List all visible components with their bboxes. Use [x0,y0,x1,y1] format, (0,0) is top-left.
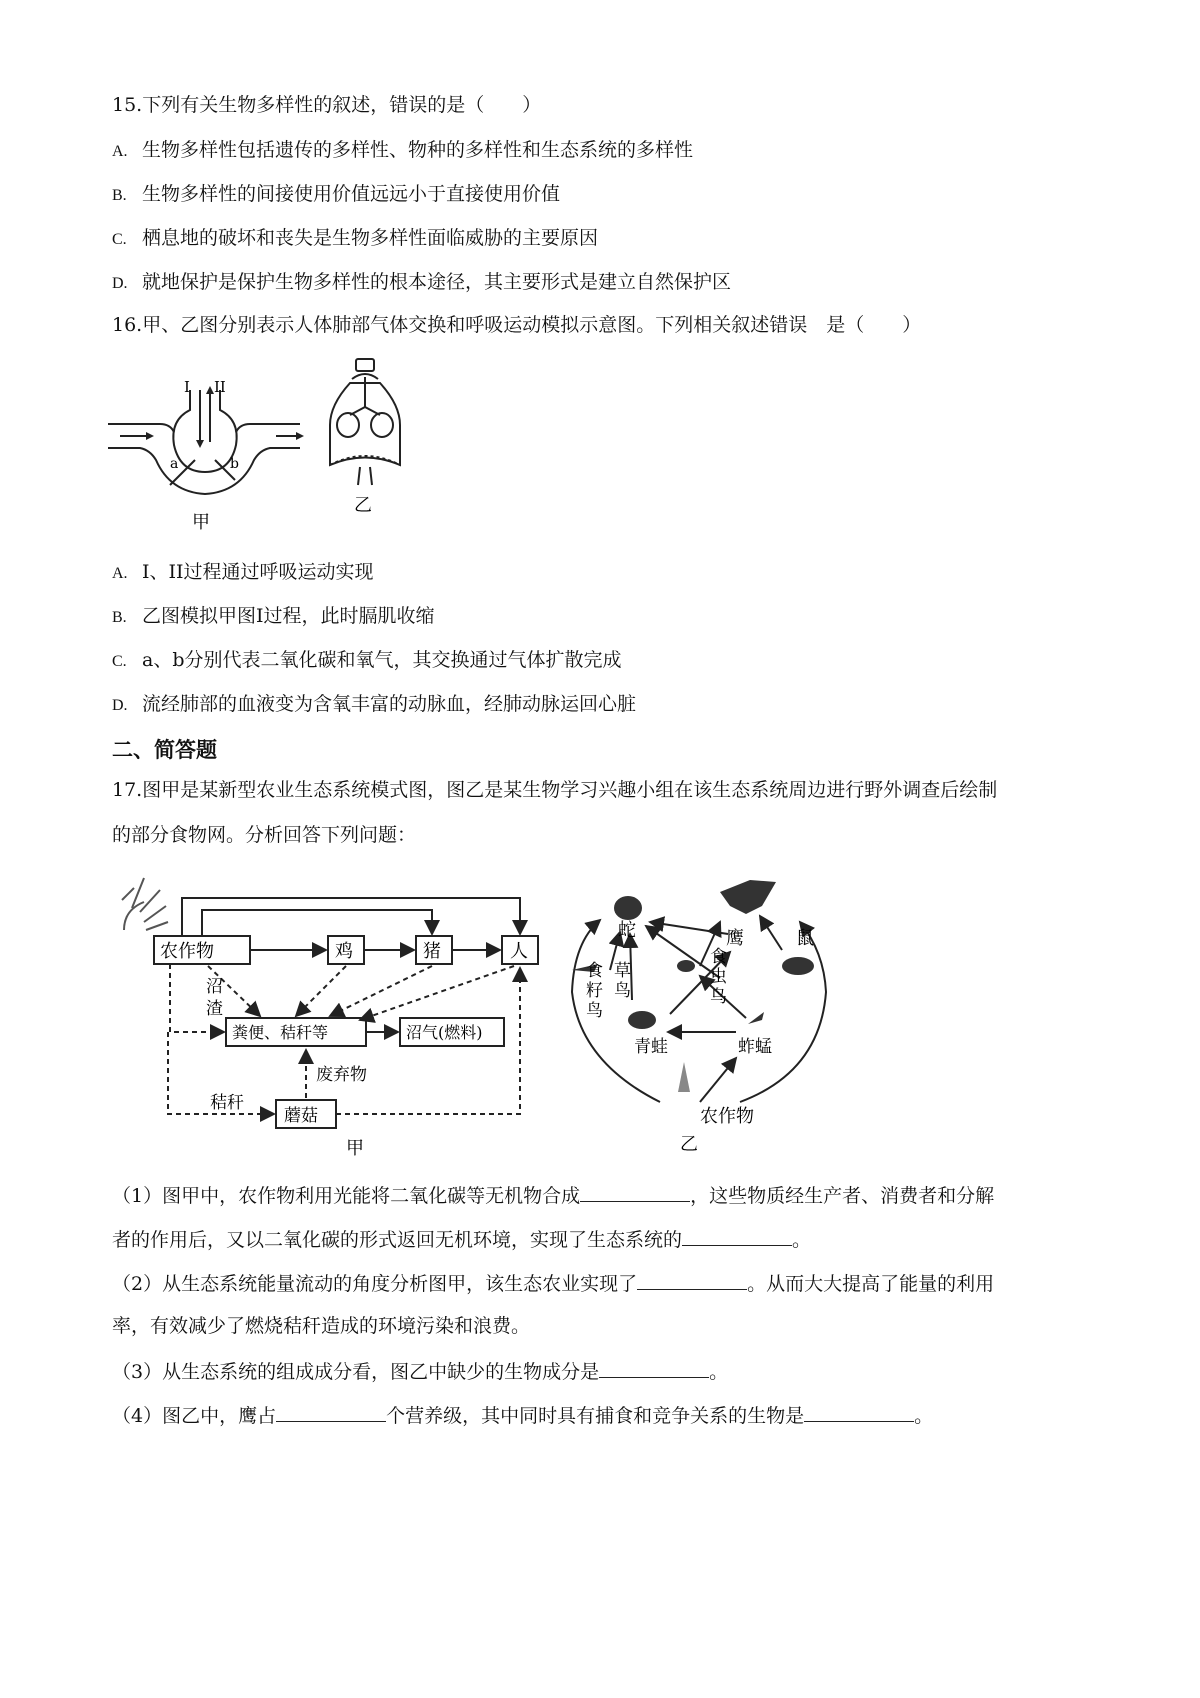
q17-stem-line2: 的部分食物网。分析回答下列问题： [112,824,417,846]
label-crops-yi: 农作物 [700,1106,754,1127]
label-b: b [230,456,239,472]
label-i: I [184,378,190,396]
option-text: 乙图模拟甲图I过程，此时膈肌收缩 [142,605,435,627]
label-grasshopper: 蚱蜢 [738,1037,772,1057]
label-hawk: 鹰 [726,928,744,949]
text-segment: 者的作用后，又以二氧化碳的形式返回无机环境，实现了生态系统的 [112,1229,683,1251]
label-crops: 农作物 [160,941,214,962]
label-human: 人 [510,941,528,962]
food-web-figure [550,862,870,1162]
option-text: 就地保护是保护生物多样性的根本途径，其主要形式是建立自然保护区 [142,271,732,293]
insect-bird-icon [677,960,695,972]
label-grass-bird-1: 草 [614,961,631,981]
label-pig: 猪 [423,941,441,962]
q15-option-c [112,225,598,253]
option-text: 生物多样性包括遗传的多样性、物种的多样性和生态系统的多样性 [142,139,694,161]
q17-sub1-line2 [112,1225,811,1253]
text-segment: （3）从生态系统的组成成分看，图乙中缺少的生物成分是 [112,1361,600,1383]
label-frog: 青蛙 [634,1037,668,1057]
label-chicken: 鸡 [335,941,353,962]
option-letter: A. [112,565,128,582]
q15-stem: 15.下列有关生物多样性的叙述，错误的是（ ） [112,94,542,116]
text-segment: 。 [792,1229,812,1251]
label-insect-bird-2: 虫 [710,967,727,987]
option-text: 生物多样性的间接使用价值远远小于直接使用价值 [142,183,561,205]
text-segment: 个营养级，其中同时具有捕食和竞争关系的生物是 [386,1405,805,1427]
option-letter: C. [112,653,127,670]
grasshopper-icon [748,1012,764,1024]
section-heading: 二、简答题 [112,738,217,762]
label-ii: II [214,378,226,396]
label-seed-bird-1: 食 [586,961,603,981]
label-biogas-residue-1: 沼 [206,977,223,997]
answer-blank[interactable] [804,1401,914,1422]
q16-option-b [112,603,435,631]
option-text: a、b分别代表二氧化碳和氧气，其交换通过气体扩散完成 [142,649,622,671]
label-biogas: 沼气(燃料) [406,1023,483,1042]
text-segment: 。 [914,1405,934,1427]
answer-blank[interactable] [580,1181,690,1202]
q15-option-b [112,181,560,209]
caption-jia: 甲 [192,512,210,533]
text-segment: （4）图乙中，鹰占 [112,1405,277,1427]
caption-jia-2: 甲 [346,1138,364,1159]
label-seed-bird-2: 籽 [586,981,603,1001]
text-segment: （2）从生态系统能量流动的角度分析图甲，该生态农业实现了 [112,1273,638,1295]
q16-stem: 16.甲、乙图分别表示人体肺部气体交换和呼吸运动模拟示意图。下列相关叙述错误 是（ ） [112,314,922,336]
crop-plant-icon [678,1062,690,1092]
label-mushroom: 蘑菇 [284,1106,318,1126]
hawk-icon [720,880,776,914]
q17-sub2-line2: 率，有效减少了燃烧秸秆造成的环境污染和浪费。 [112,1315,531,1337]
answer-blank[interactable] [276,1401,386,1422]
sun-icon [122,878,168,930]
q15-option-d [112,269,731,297]
label-a: a [170,456,179,472]
text-segment: 。 [709,1361,729,1383]
q16-option-c [112,647,622,675]
caption-yi: 乙 [354,495,372,516]
answer-blank[interactable] [682,1225,792,1246]
alveolus-figure [100,360,310,540]
q15-option-a [112,137,693,165]
label-insect-bird-1: 食 [710,947,727,967]
caption-yi-2: 乙 [680,1134,698,1155]
text-segment: 。从而大大提高了能量的利用 [747,1273,995,1295]
option-letter: D. [112,697,128,714]
label-insect-bird-3: 鸟 [710,987,727,1007]
label-manure: 粪便、秸秆等 [232,1023,329,1042]
option-letter: B. [112,187,127,204]
q17-sub2-line1 [112,1269,994,1297]
q17-stem-line1: 17.图甲是某新型农业生态系统模式图，图乙是某生物学习兴趣小组在该生态系统周边进行野外调查后绘制 [112,779,998,801]
label-seed-bird-3: 鸟 [586,1001,603,1021]
text-segment: （1）图甲中，农作物利用光能将二氧化碳等无机物合成 [112,1185,581,1207]
label-waste: 废弃物 [316,1065,367,1085]
capillary-upper-right [236,424,300,432]
label-snake: 蛇 [618,920,636,941]
label-straw: 秸秆 [210,1093,244,1113]
balloon-left [337,413,359,437]
eco-agriculture-figure [110,870,550,1160]
text-segment: ，这些物质经生产者、消费者和分解 [690,1185,995,1207]
balloon-right [371,413,393,437]
q17-sub4 [112,1401,933,1429]
option-text: I、II过程通过呼吸运动实现 [142,561,374,583]
q17-sub3 [112,1357,728,1385]
arrow-crops-to-mouse-loop [740,922,826,1102]
answer-blank[interactable] [599,1357,709,1378]
label-biogas-residue-2: 渣 [206,999,223,1019]
option-text: 流经肺部的血液变为含氧丰富的动脉血，经肺动脉运回心脏 [142,693,637,715]
q17-sub1-line1 [112,1181,994,1209]
mouse-icon [782,957,814,975]
answer-blank[interactable] [637,1269,747,1290]
option-text: 栖息地的破坏和丧失是生物多样性面临威胁的主要原因 [142,227,599,249]
option-letter: A. [112,143,128,160]
q16-option-a [112,559,374,587]
label-mouse: 鼠 [796,928,814,949]
frog-icon [628,1011,656,1029]
alveolus [173,390,236,472]
option-letter: D. [112,275,128,292]
q16-option-d [112,691,636,719]
option-letter: C. [112,231,127,248]
snake-icon [614,896,642,920]
bell-jar-figure [320,355,410,525]
option-letter: B. [112,609,127,626]
label-grass-bird-2: 鸟 [614,981,631,1001]
capillary-upper-left [108,424,174,432]
